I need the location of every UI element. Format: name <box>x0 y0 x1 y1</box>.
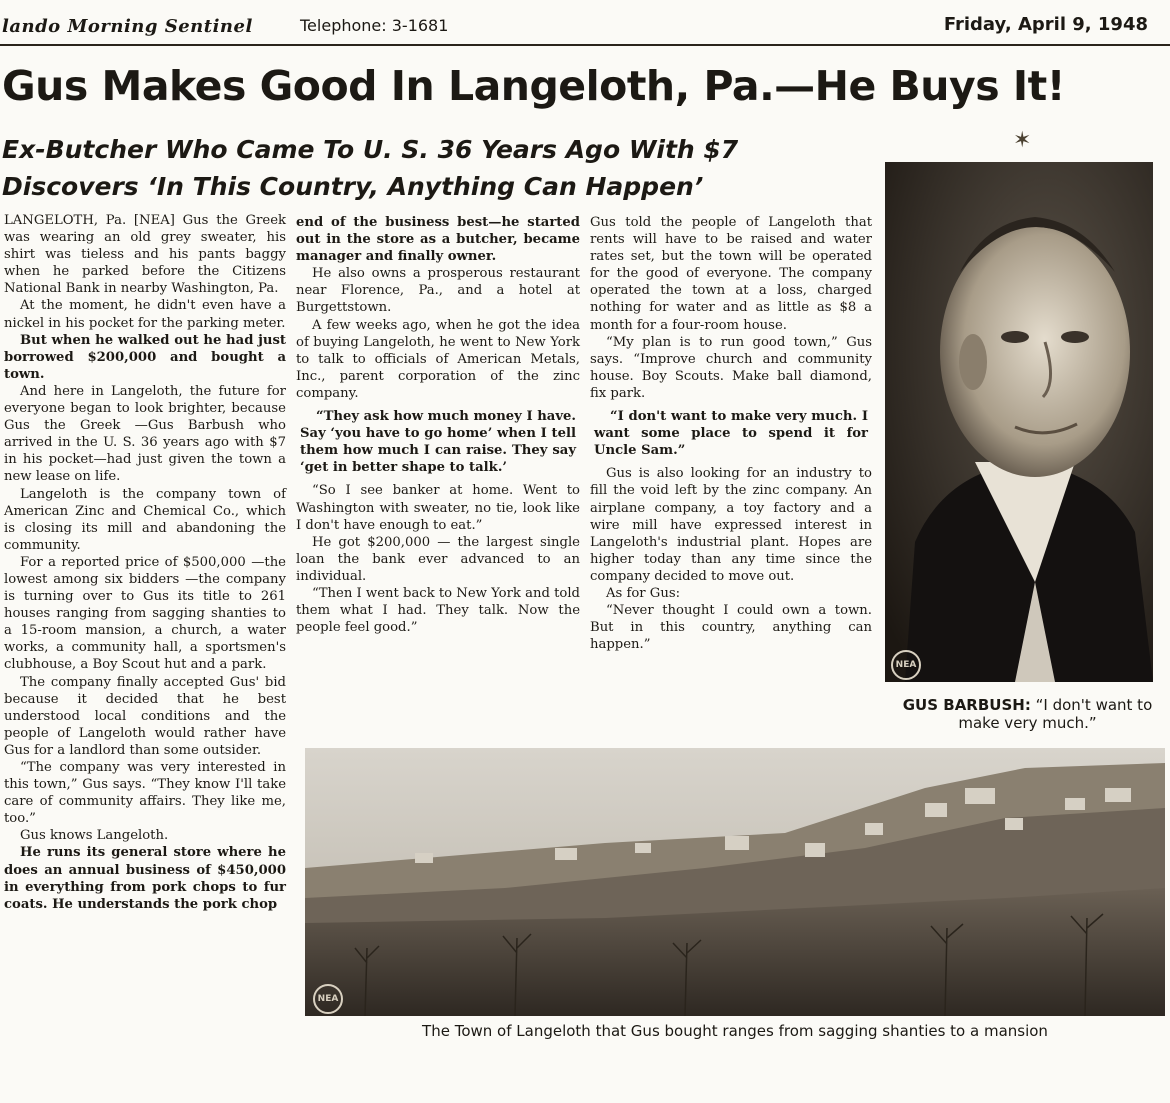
paragraph: He got $200,000 — the largest single loan the bank ever advanced to an individual. <box>296 534 580 584</box>
paragraph: But when he walked out he had just borrowed $200,000 and bought a town. <box>4 332 286 382</box>
paragraph: “My plan is to run good town,” Gus says. “Improve church and community house. Boy Scouts. Make ball diamond, fix park. <box>590 334 872 401</box>
caption-name: GUS BARBUSH: <box>902 696 1031 714</box>
paragraph: And here in Langeloth, the future for everyone began to look brighter, because Gus the Greek —Gus Barbush who arrived in the U. S. 36 years ago with $7 in his pocket—had just given the town a new lease on life. <box>4 383 286 485</box>
paragraph: As for Gus: <box>606 585 681 601</box>
paragraph: He also owns a prosperous restaurant near Florence, Pa., and a hotel at Burgettstown. <box>296 266 580 316</box>
portrait-caption <box>885 696 1170 732</box>
paragraph: Gus told the people of Langeloth that rents will have to be raised and water rates set, but the town will be operated for the good of everyone. The company operated the town at a loss, charged nothing for water and as little as $8 a month for a four-room house. <box>590 215 872 333</box>
pull-quote: “I don't want to make very much. I want some place to spend it for Uncle Sam.” <box>594 409 868 459</box>
paragraph: “Never thought I could own a town. But in this country, anything can happen.” <box>590 603 872 653</box>
nea-logo: NEA <box>891 650 921 680</box>
subheadline-line-2: Discovers ‘In This Country, Anything Can Happen’ <box>2 172 704 201</box>
article-column-1 <box>4 212 286 913</box>
pull-quote: “They ask how much money I have. Say ‘you have to go home’ when I tell them how much I can raise. They say ‘get in better shape to talk.’ <box>300 409 576 476</box>
paragraph: LANGELOTH, Pa. [NEA] Gus the Greek was wearing an old grey sweater, his shirt was tieless and his pants baggy when he parked before the Citizens National Bank in nearby Washington, Pa. <box>4 213 286 297</box>
caption-quote: “I don't want to make very much.” <box>958 696 1153 732</box>
paragraph: “So I see banker at home. Went to Washington with sweater, no tie, look like I don't have enough to eat.” <box>296 483 580 533</box>
paragraph: The company finally accepted Gus' bid because it decided that he best understood local conditions and the people of Langeloth would rather have Gus for a landlord than some outsider. <box>4 674 286 758</box>
issue-date: Friday, April 9, 1948 <box>943 14 1148 35</box>
paragraph: “Then I went back to New York and told them what I had. They talk. Now the people feel good.” <box>296 585 580 636</box>
town-landscape-illustration <box>305 748 1165 1016</box>
article-column-2 <box>296 214 580 636</box>
paragraph: For a reported price of $500,000 —the lowest among six bidders —the company is turning over to Gus its title to 261 houses ranging from sagging shanties to a 15-room mansion, a church, a water works, a community hall, a sportsmen's clubhouse, a Boy Scout hut and a park. <box>4 554 286 673</box>
paragraph: Langeloth is the company town of American Zinc and Chemical Co., which is closing its mill and abandoning the community. <box>4 486 286 553</box>
paragraph: At the moment, he didn't even have a nickel in his pocket for the parking meter. <box>4 298 286 331</box>
portrait-illustration <box>885 162 1153 682</box>
newspaper-name: lando Morning Sentinel <box>2 16 253 37</box>
paragraph: Gus is also looking for an industry to fill the void left by the zinc company. An airplane company, a toy factory and a wire mill have expressed interest in Langeloth's industrial plant. Hopes are higher today than any time since the company decided to move out. <box>590 466 872 584</box>
paragraph: A few weeks ago, when he got the idea of buying Langeloth, he went to New York to talk to officials of American Metals, Inc., parent corporation of the zinc company. <box>296 317 580 401</box>
portrait-photo <box>885 162 1153 682</box>
article-column-3 <box>590 214 872 653</box>
star-icon: ✶ <box>1013 128 1032 153</box>
telephone-line: Telephone: 3-1681 <box>300 16 449 35</box>
headline: Gus Makes Good In Langeloth, Pa.—He Buys It! <box>2 62 1065 110</box>
nea-logo: NEA <box>313 984 343 1014</box>
paragraph: He runs its general store where he does an annual business of $450,000 in everything from pork chops to fur coats. He understands the pork chop <box>4 845 286 912</box>
paragraph: end of the business best—he started out in the store as a butcher, became manager and finally owner. <box>296 215 580 265</box>
subheadline-line-1: Ex-Butcher Who Came To U. S. 36 Years Ago With $7 <box>2 135 739 164</box>
masthead <box>0 0 1170 46</box>
town-photo-caption: The Town of Langeloth that Gus bought ranges from sagging shanties to a mansion <box>422 1022 1048 1040</box>
paragraph: Gus knows Langeloth. <box>20 828 169 844</box>
paragraph: “The company was very interested in this town,” Gus says. “They know I'll take care of community affairs. They like me, too.” <box>4 760 286 827</box>
town-photo <box>305 748 1165 1016</box>
